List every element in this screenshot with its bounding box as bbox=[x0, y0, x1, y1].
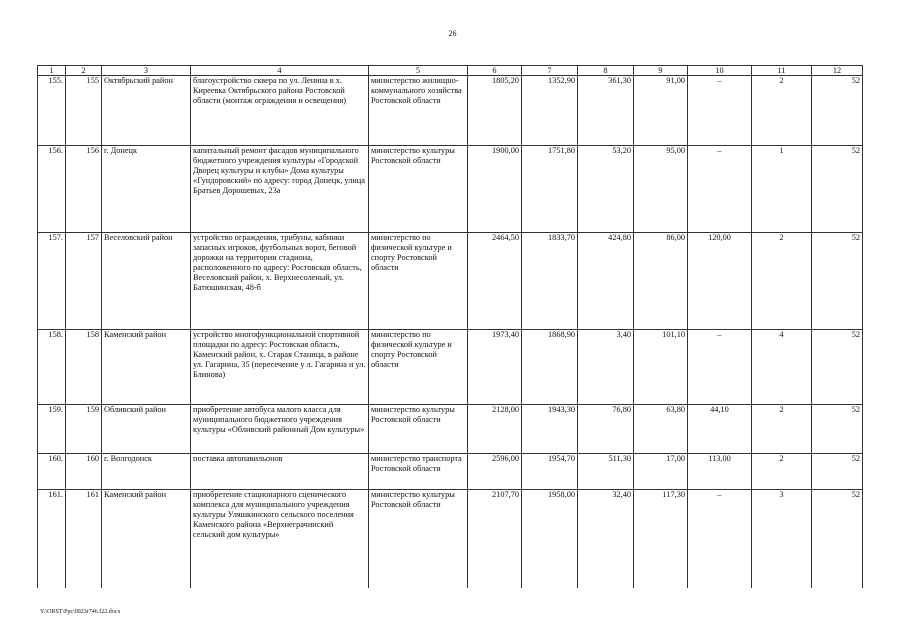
value-col8: 76,80 bbox=[578, 405, 634, 454]
value-col9: 95,00 bbox=[634, 146, 688, 233]
row-number: 155. bbox=[38, 76, 66, 146]
column-header: 7 bbox=[522, 66, 578, 76]
value-col6: 2107,70 bbox=[468, 490, 522, 588]
value-col7: 1958,00 bbox=[522, 490, 578, 588]
value-col12: 52 bbox=[812, 233, 863, 330]
column-header: 9 bbox=[634, 66, 688, 76]
value-col6: 2596,00 bbox=[468, 454, 522, 490]
value-col11: 2 bbox=[752, 454, 812, 490]
ministry: министерство по физической культуре и спорту Ростовской области bbox=[369, 233, 468, 330]
object-number: 160 bbox=[66, 454, 102, 490]
value-col11: 2 bbox=[752, 76, 812, 146]
row-number: 160. bbox=[38, 454, 66, 490]
object-number: 155 bbox=[66, 76, 102, 146]
column-header: 12 bbox=[812, 66, 863, 76]
column-header: 10 bbox=[688, 66, 752, 76]
projects-table bbox=[37, 65, 863, 588]
municipality: Октябрьский район bbox=[102, 76, 191, 146]
value-col9: 63,80 bbox=[634, 405, 688, 454]
ministry: министерство жилищно-коммунального хозяйства Ростовской области bbox=[369, 76, 468, 146]
project-description: приобретение стационарного сценического комплекса для муниципального учреждения культуры Уляшкинского сельского поселения Каменского района «Верхнеграчинский сельский дом культуры» bbox=[191, 490, 369, 588]
value-col7: 1943,30 bbox=[522, 405, 578, 454]
value-col11: 1 bbox=[752, 146, 812, 233]
value-col8: 361,30 bbox=[578, 76, 634, 146]
value-col10: 113,00 bbox=[688, 454, 752, 490]
row-number: 157. bbox=[38, 233, 66, 330]
value-col10: – bbox=[688, 330, 752, 405]
table-row bbox=[38, 76, 863, 146]
column-header: 4 bbox=[191, 66, 369, 76]
municipality: Каменский район bbox=[102, 330, 191, 405]
object-number: 161 bbox=[66, 490, 102, 588]
value-col7: 1954,70 bbox=[522, 454, 578, 490]
value-col11: 4 bbox=[752, 330, 812, 405]
column-header: 11 bbox=[752, 66, 812, 76]
project-description: приобретение автобуса малого класса для муниципального бюджетного учреждения культуры «Обливский районный Дом культуры» bbox=[191, 405, 369, 454]
ministry: министерство по физической культуре и спорту Ростовской области bbox=[369, 330, 468, 405]
value-col12: 52 bbox=[812, 454, 863, 490]
project-description: устройство многофункциональной спортивной площадки по адресу: Ростовская область, Каменский район, х. Старая Станица, в районе ул. Гагарина, 35 (пересечение у л. Гагарина и ул. Блинова) bbox=[191, 330, 369, 405]
column-header: 3 bbox=[102, 66, 191, 76]
value-col6: 2128,00 bbox=[468, 405, 522, 454]
value-col10: 44,10 bbox=[688, 405, 752, 454]
table-row bbox=[38, 330, 863, 405]
table-row bbox=[38, 146, 863, 233]
column-header-row bbox=[38, 66, 863, 76]
municipality: Каменский район bbox=[102, 490, 191, 588]
column-header: 8 bbox=[578, 66, 634, 76]
row-number: 158. bbox=[38, 330, 66, 405]
column-header: 6 bbox=[468, 66, 522, 76]
value-col10: 120,00 bbox=[688, 233, 752, 330]
value-col6: 1973,40 bbox=[468, 330, 522, 405]
value-col12: 52 bbox=[812, 76, 863, 146]
municipality: г. Донецк bbox=[102, 146, 191, 233]
row-number: 159. bbox=[38, 405, 66, 454]
value-col11: 2 bbox=[752, 405, 812, 454]
value-col9: 91,00 bbox=[634, 76, 688, 146]
value-col7: 1751,80 bbox=[522, 146, 578, 233]
object-number: 156 bbox=[66, 146, 102, 233]
value-col12: 52 bbox=[812, 405, 863, 454]
column-header: 2 bbox=[66, 66, 102, 76]
value-col6: 1805,20 bbox=[468, 76, 522, 146]
value-col10: – bbox=[688, 76, 752, 146]
value-col9: 17,00 bbox=[634, 454, 688, 490]
value-col7: 1868,90 bbox=[522, 330, 578, 405]
value-col12: 52 bbox=[812, 330, 863, 405]
column-header: 1 bbox=[38, 66, 66, 76]
value-col8: 424,80 bbox=[578, 233, 634, 330]
project-description: поставка автопавильонов bbox=[191, 454, 369, 490]
value-col9: 101,10 bbox=[634, 330, 688, 405]
table-row bbox=[38, 454, 863, 490]
value-col8: 32,40 bbox=[578, 490, 634, 588]
project-description: капитальный ремонт фасадов муниципального бюджетного учреждения культуры «Городской Дворец культуры и клубы» Дома культуры «Гундоровский» по адресу: город Донецк, улица Братьев Дорошевых, 23а bbox=[191, 146, 369, 233]
object-number: 157 bbox=[66, 233, 102, 330]
project-description: благоустройство сквера по ул. Ленина в х. Киреевка Октябрьского района Ростовской области (монтаж ограждения и освещения) bbox=[191, 76, 369, 146]
value-col11: 3 bbox=[752, 490, 812, 588]
object-number: 158 bbox=[66, 330, 102, 405]
value-col12: 52 bbox=[812, 146, 863, 233]
ministry: министерство транспорта Ростовской области bbox=[369, 454, 468, 490]
table-row bbox=[38, 490, 863, 588]
table-row bbox=[38, 233, 863, 330]
page-number: 26 bbox=[448, 29, 457, 38]
value-col8: 3,40 bbox=[578, 330, 634, 405]
ministry: министерство культуры Ростовской области bbox=[369, 146, 468, 233]
table-row bbox=[38, 405, 863, 454]
ministry: министерство культуры Ростовской области bbox=[369, 490, 468, 588]
value-col12: 52 bbox=[812, 490, 863, 588]
ministry: министерство культуры Ростовской области bbox=[369, 405, 468, 454]
column-header: 5 bbox=[369, 66, 468, 76]
value-col6: 1900,00 bbox=[468, 146, 522, 233]
value-col11: 2 bbox=[752, 233, 812, 330]
municipality: Веселовский район bbox=[102, 233, 191, 330]
value-col9: 86,00 bbox=[634, 233, 688, 330]
value-col7: 1352,90 bbox=[522, 76, 578, 146]
value-col6: 2464,50 bbox=[468, 233, 522, 330]
value-col10: – bbox=[688, 490, 752, 588]
value-col8: 53,20 bbox=[578, 146, 634, 233]
footer-file-path: Y:\ORST\Ppc\0923r746.f22.docx bbox=[40, 609, 121, 615]
project-description: устройство ограждения, трибуны, кабинки запасных игроков, футбольных ворот, беговой дорожки на территории стадиона, расположенного по адресу: Ростовская область, Веселовский район, х. Верхнесоленый, ул. Батюшинская, 48-б bbox=[191, 233, 369, 330]
municipality: г. Волгодонск bbox=[102, 454, 191, 490]
value-col9: 117,30 bbox=[634, 490, 688, 588]
value-col10: – bbox=[688, 146, 752, 233]
object-number: 159 bbox=[66, 405, 102, 454]
value-col7: 1833,70 bbox=[522, 233, 578, 330]
row-number: 161. bbox=[38, 490, 66, 588]
value-col8: 511,30 bbox=[578, 454, 634, 490]
municipality: Обливский район bbox=[102, 405, 191, 454]
row-number: 156. bbox=[38, 146, 66, 233]
